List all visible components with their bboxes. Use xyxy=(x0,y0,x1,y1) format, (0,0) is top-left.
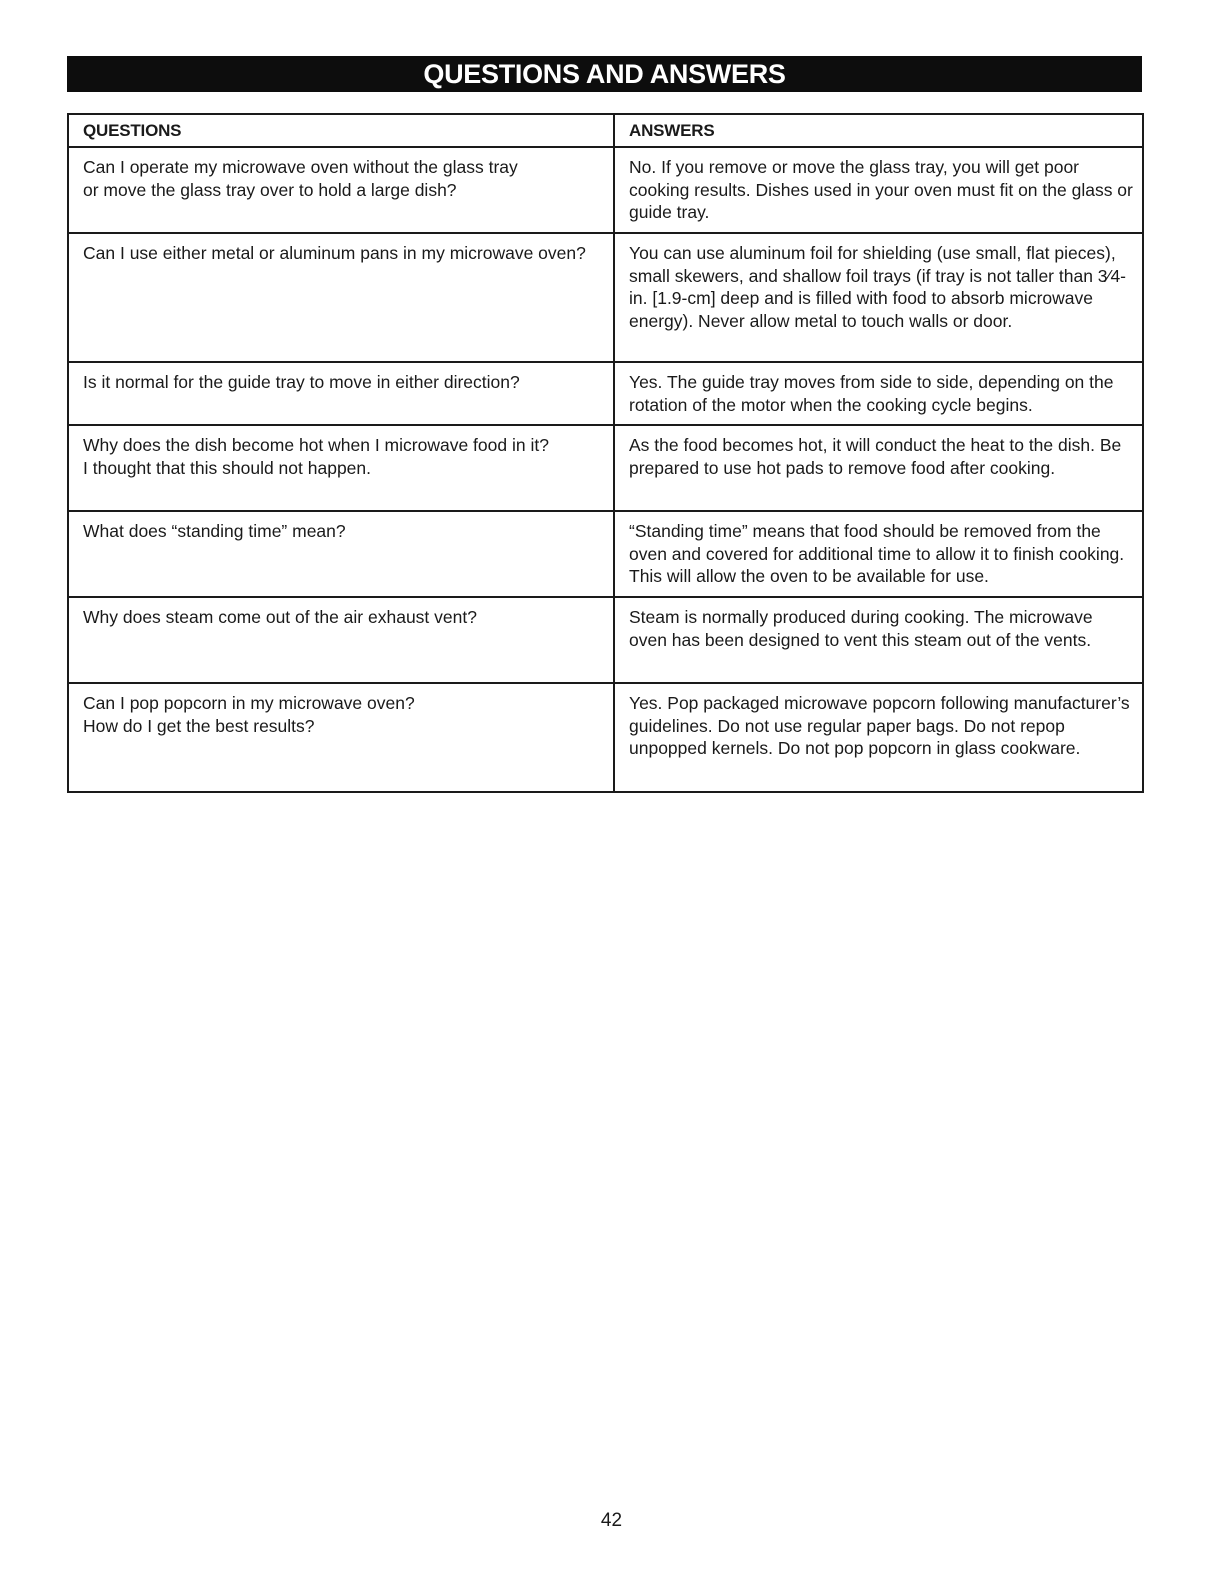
answer-cell: Yes. The guide tray moves from side to side, depending on the rotation of the motor when the cooking cycle begins. xyxy=(614,362,1143,425)
question-cell: Can I pop popcorn in my microwave oven? How do I get the best results? xyxy=(68,683,614,792)
answer-cell: No. If you remove or move the glass tray, you will get poor cooking results. Dishes used in your oven must fit on the glass or guide tray. xyxy=(614,147,1143,233)
table-row xyxy=(68,147,1143,233)
question-cell: Is it normal for the guide tray to move in either direction? xyxy=(68,362,614,425)
question-cell: Can I use either metal or aluminum pans in my microwave oven? xyxy=(68,233,614,362)
table-row xyxy=(68,425,1143,511)
table-row xyxy=(68,511,1143,597)
answer-cell: Yes. Pop packaged microwave popcorn following manufacturer’s guidelines. Do not use regular paper bags. Do not repop unpopped kernels. Do not pop popcorn in glass cookware. xyxy=(614,683,1143,792)
answer-cell: As the food becomes hot, it will conduct the heat to the dish. Be prepared to use hot pads to remove food after cooking. xyxy=(614,425,1143,511)
question-cell: Why does the dish become hot when I microwave food in it? I thought that this should not happen. xyxy=(68,425,614,511)
answer-cell: Steam is normally produced during cooking. The microwave oven has been designed to vent this steam out of the vents. xyxy=(614,597,1143,683)
question-cell: Can I operate my microwave oven without the glass tray or move the glass tray over to hold a large dish? xyxy=(68,147,614,233)
answers-column-header: ANSWERS xyxy=(614,114,1143,147)
table-row xyxy=(68,233,1143,362)
question-cell: What does “standing time” mean? xyxy=(68,511,614,597)
questions-column-header: QUESTIONS xyxy=(68,114,614,147)
answer-cell: “Standing time” means that food should be removed from the oven and covered for additional time to allow it to finish cooking. This will allow the oven to be available for use. xyxy=(614,511,1143,597)
question-cell: Why does steam come out of the air exhaust vent? xyxy=(68,597,614,683)
table-row xyxy=(68,597,1143,683)
table-header-row xyxy=(68,114,1143,147)
table-row xyxy=(68,362,1143,425)
page-title: QUESTIONS AND ANSWERS xyxy=(67,56,1142,92)
answer-cell: You can use aluminum foil for shielding (use small, flat pieces), small skewers, and shallow foil trays (if tray is not taller than 3⁄4-in. [1.9-cm] deep and is filled with food to absorb microwave energy). Never allow metal to touch walls or door. xyxy=(614,233,1143,362)
table-row xyxy=(68,683,1143,792)
qa-table xyxy=(67,113,1144,793)
page-number: 42 xyxy=(600,1510,623,1531)
